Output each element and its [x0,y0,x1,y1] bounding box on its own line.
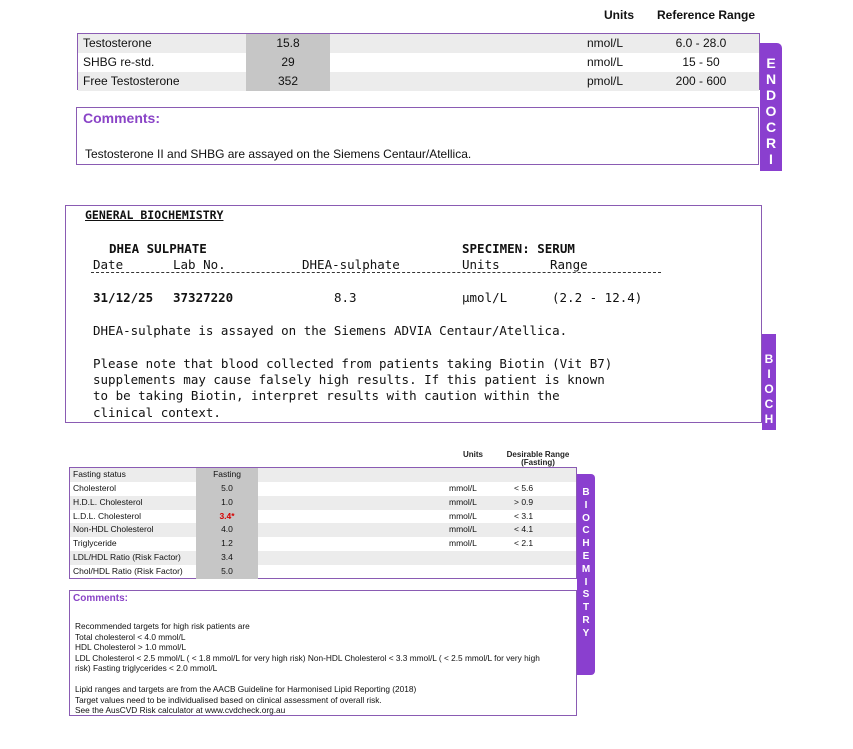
test-name: L.D.L. Cholesterol [73,510,142,521]
test-name: SHBG re-std. [83,55,155,69]
test-name: LDL/HDL Ratio (Risk Factor) [73,552,181,563]
reference-range-header: Reference Range [657,8,756,22]
biotin-note-line: supplements may cause falsely high results. If this patient is known [93,372,605,387]
tab-letter: C [764,397,774,411]
table-row [78,53,759,72]
tab-letter: O [765,103,777,119]
column-analyte: DHEA-sulphate [302,257,400,272]
test-result: 3.4 [196,551,258,565]
tab-letter: B [582,487,590,498]
test-name: Testosterone [83,36,152,50]
tab-letter: O [764,382,774,396]
table-row [70,468,576,482]
table-row [78,72,759,91]
test-range: < 2.1 [514,538,534,549]
tab-letter: B [764,352,774,366]
table-row [70,496,576,510]
test-name: Triglyceride [73,538,117,549]
comment-line: risk) Fasting triglycerides < 2.0 mmol/L [75,663,218,673]
biochemistry-section-tab [577,474,595,675]
table-row [70,482,576,496]
tab-letter: I [584,499,588,511]
test-result-flagged: 3.4* [196,510,258,524]
result-date: 31/12/25 [93,290,154,305]
specimen-label: SPECIMEN: SERUM [462,241,575,256]
column-date: Date [93,257,124,272]
tab-letter: E [766,55,776,71]
lipid-results-table [69,467,577,579]
test-range: < 5.6 [514,482,534,493]
tab-letter: T [582,602,590,614]
test-range: > 0.9 [514,496,534,507]
endocrine-comments-box [76,107,759,165]
desirable-range-header: Desirable Range [506,450,570,459]
units-header: Units [604,8,634,22]
tab-letter: I [769,151,773,167]
comments-title: Comments: [73,593,129,604]
column-lab-no: Lab No. [173,257,226,272]
test-range: 15 - 50 [682,55,720,69]
result-units: µmol/L [462,290,508,305]
tab-letter: Y [582,627,590,639]
tab-letter: I [767,367,771,381]
table-row [70,551,576,565]
test-name: Cholesterol [73,482,116,493]
comment-line: Total cholesterol < 4.0 mmol/L [75,631,186,642]
test-range: 200 - 600 [675,74,727,88]
comment-text: Testosterone II and SHBG are assayed on the Siemens Centaur/Atellica. [85,147,472,161]
test-name: Fasting status [73,469,126,479]
test-units: mmol/L [449,538,477,549]
test-title: DHEA SULPHATE [109,241,207,256]
tab-letter: H [582,538,590,550]
test-result: 4.0 [196,523,258,537]
test-units: mmol/L [449,496,477,507]
tab-letter: O [582,512,590,524]
biotin-note-line: clinical context. [93,405,221,420]
table-row [70,537,576,551]
divider [91,272,661,273]
comment-line: Recommended targets for high risk patients are [75,621,250,631]
tab-letter: C [582,525,590,537]
biotin-note-line: to be taking Biotin, interpret results with caution within the [93,388,560,403]
tab-letter: D [765,87,777,103]
comment-line: See the AusCVD Risk calculator at www.cvdcheck.org.au [75,705,286,715]
test-result: 29 [246,53,330,72]
tab-letter: N [765,71,777,87]
desirable-range-subheader: (Fasting) [521,458,555,467]
test-units: mmol/L [449,482,477,493]
column-range: Range [550,257,588,272]
table-row [70,565,576,579]
test-range: < 4.1 [514,524,534,535]
endocrine-section-tab [760,43,782,171]
tab-letter: S [582,589,590,601]
test-units: pmol/L [587,74,624,88]
biochemistry-section-tab [762,334,776,430]
column-units: Units [462,257,500,272]
result-range: (2.2 - 12.4) [552,290,643,305]
tab-letter: R [765,135,777,151]
tab-letter: I [584,576,588,588]
endocrine-results-table [77,33,760,90]
test-units: mmol/L [449,524,477,535]
table-row [78,34,759,53]
section-title: GENERAL BIOCHEMISTRY [85,208,224,222]
comment-line: HDL Cholesterol > 1.0 mmol/L [75,642,187,652]
result-lab-no: 37327220 [173,290,234,305]
test-result: 15.8 [246,34,330,53]
test-name: Free Testosterone [83,74,180,88]
tab-letter: R [582,614,590,626]
comments-title: Comments: [83,110,161,126]
test-name: Chol/HDL Ratio (Risk Factor) [73,565,183,576]
test-result: 1.2 [196,537,258,551]
comment-line: LDL Cholesterol < 2.5 mmol/L ( < 1.8 mmol/L for very high risk) Non-HDL Cholesterol < 3.3 mmol/L ( < 2.5 mmol/L for very high [75,652,540,663]
test-range: < 3.1 [514,510,534,521]
table-row [70,523,576,537]
tab-letter: E [582,550,590,562]
test-units: mmol/L [449,510,477,521]
tab-letter: C [765,119,777,135]
test-result: 352 [246,72,330,91]
assay-note: DHEA-sulphate is assayed on the Siemens ADVIA Centaur/Atellica. [93,323,568,338]
test-units: nmol/L [587,55,624,69]
lipid-comments-box [69,590,577,716]
comment-line: Target values need to be individualised based on clinical assessment of overall risk. [75,694,382,705]
test-result: Fasting [196,468,258,482]
tab-letter: M [581,563,591,575]
test-result: 5.0 [196,565,258,579]
lipid-units-header: Units [463,450,483,459]
table-row [70,510,576,524]
test-range: 6.0 - 28.0 [675,36,727,50]
test-name: Non-HDL Cholesterol [73,524,154,535]
test-name: H.D.L. Cholesterol [73,496,143,507]
tab-letter: H [764,412,774,426]
biotin-note-line: Please note that blood collected from patients taking Biotin (Vit B7) [93,356,613,371]
result-value: 8.3 [334,290,357,305]
test-result: 5.0 [196,482,258,496]
test-result: 1.0 [196,496,258,510]
test-units: nmol/L [587,36,624,50]
comment-line: Lipid ranges and targets are from the AACB Guideline for Harmonised Lipid Reporting (2018) [75,684,417,694]
